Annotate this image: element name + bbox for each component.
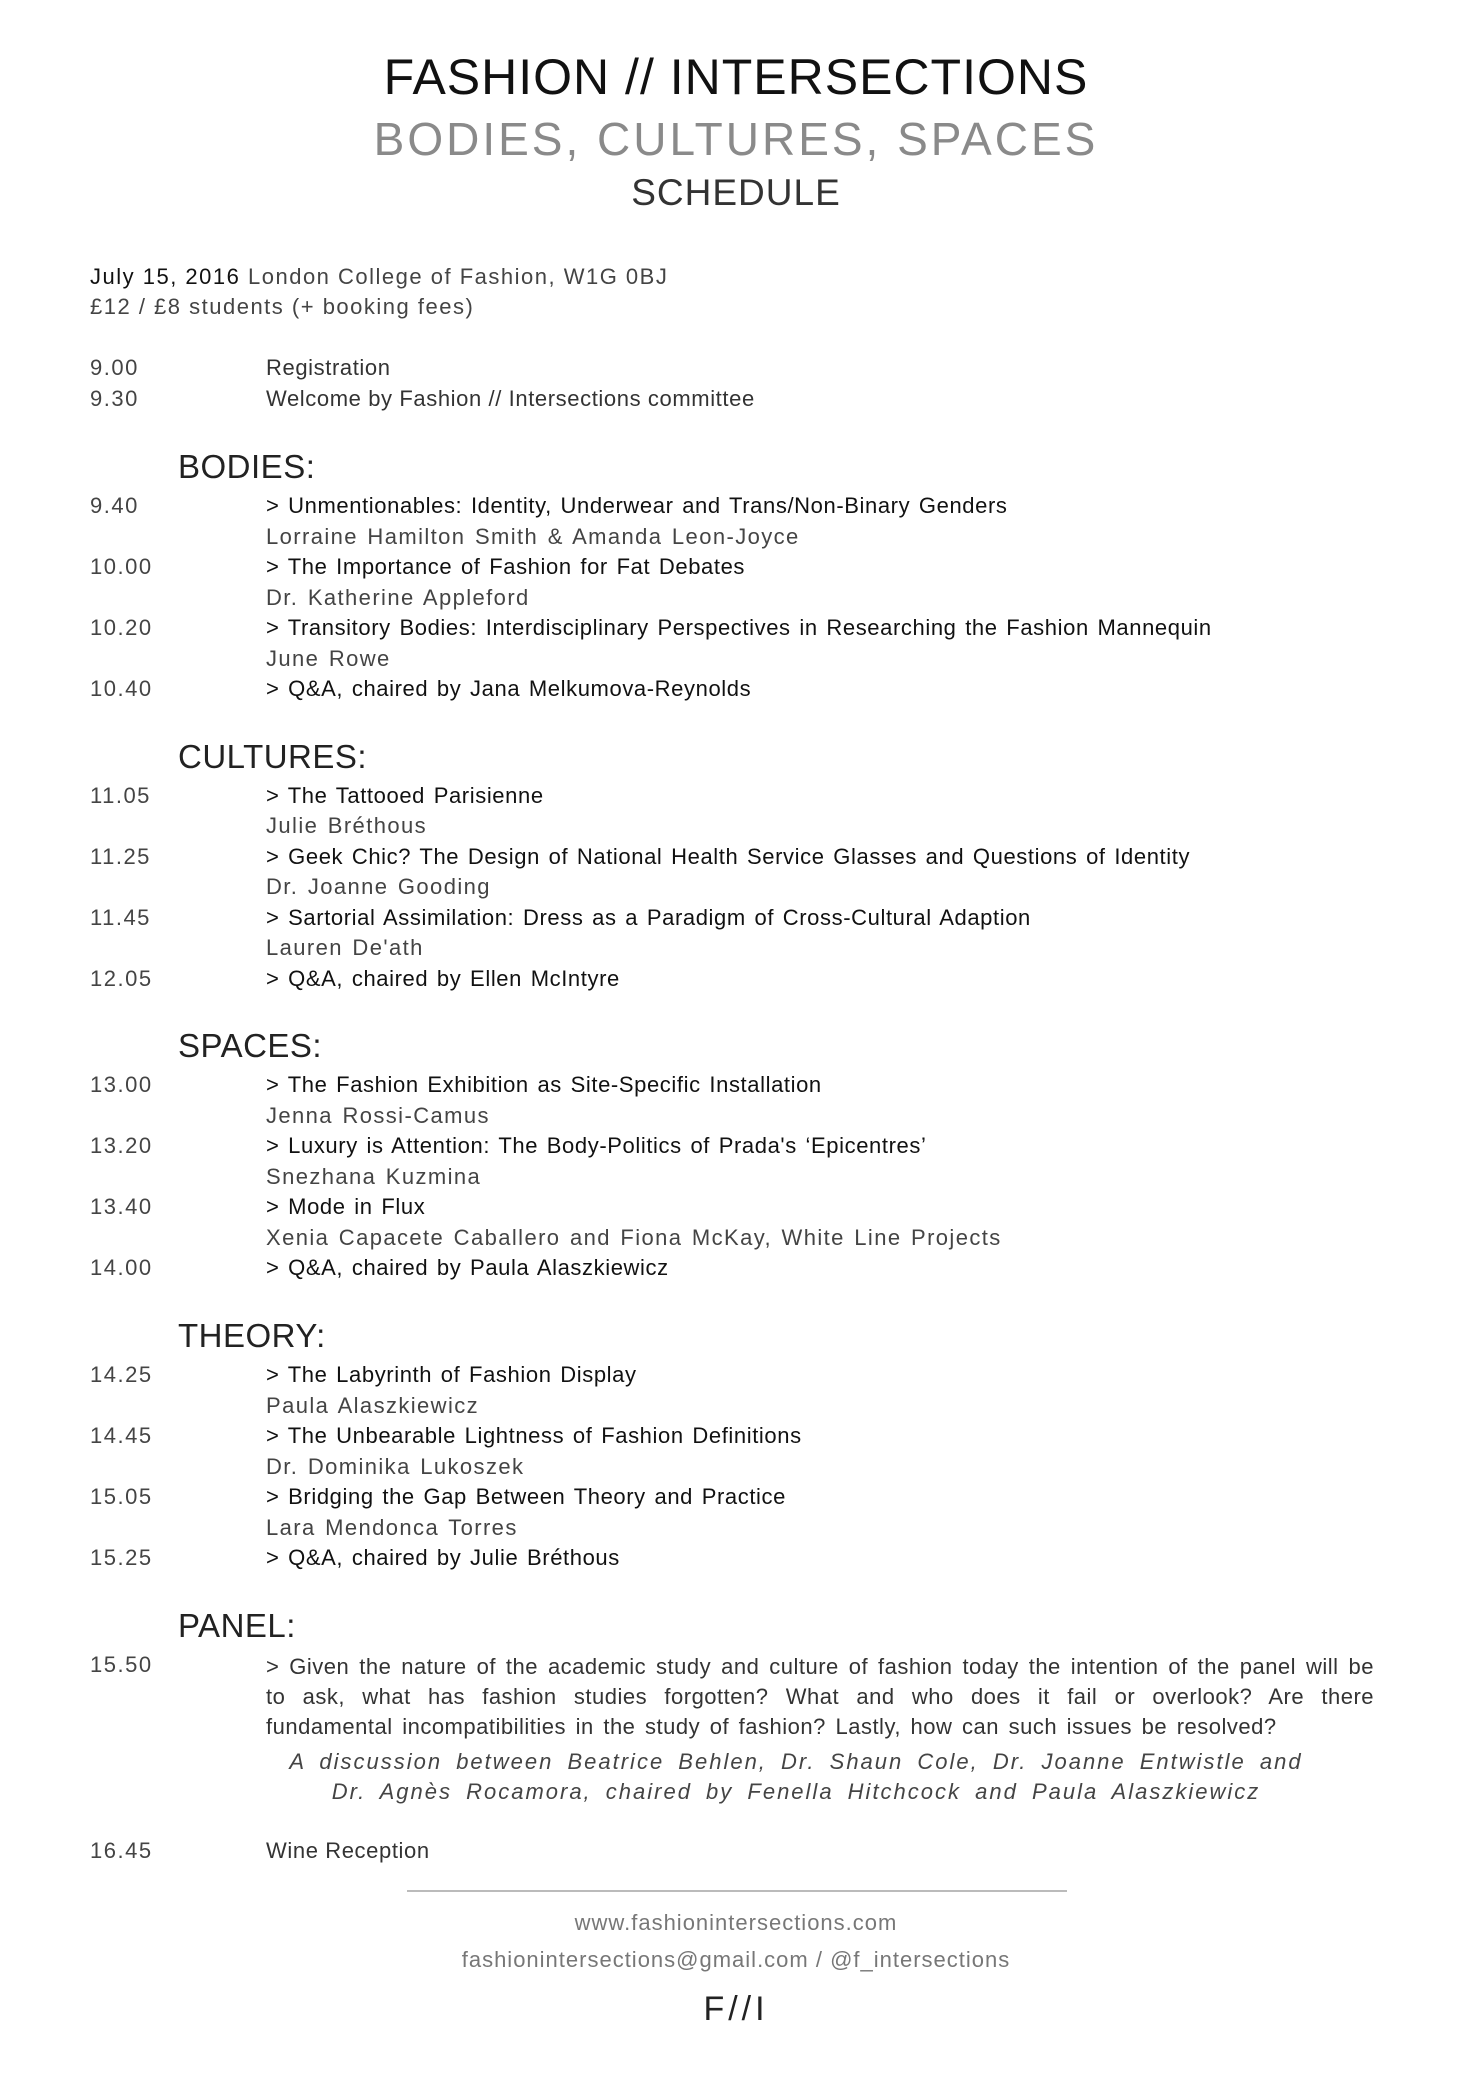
talk-speaker: Julie Bréthous xyxy=(266,813,428,838)
talk-title: > The Fashion Exhibition as Site-Specific Installation xyxy=(266,1072,822,1097)
row-time: 13.00 xyxy=(90,1072,153,1097)
talk-speaker: Dr. Katherine Appleford xyxy=(266,585,530,610)
section-heading-cultures: CULTURES: xyxy=(178,738,368,775)
panel-description: > Given the nature of the academic study and culture of fashion today the intention of the panel will be to ask, what has fashion studies forgotten? What and who does it fail or overlook? Are there fundamental incompatibilities in the study of fashion? Lastly, how can such issues be resolved? xyxy=(266,1654,1374,1739)
talk-title: > Unmentionables: Identity, Underwear and Trans/Non-Binary Genders xyxy=(266,493,1008,518)
talk-speaker: Paula Alaszkiewicz xyxy=(266,1393,480,1418)
talk-title: > Bridging the Gap Between Theory and Practice xyxy=(266,1484,786,1509)
row-text: Registration xyxy=(266,355,391,380)
footer-divider xyxy=(407,1890,1067,1892)
row-time: 9.00 xyxy=(90,355,139,380)
talk-title: > The Labyrinth of Fashion Display xyxy=(266,1362,637,1387)
row-time: 10.40 xyxy=(90,676,153,701)
event-info xyxy=(90,262,668,322)
row-time: 13.40 xyxy=(90,1194,153,1219)
page-subtitle: BODIES, CULTURES, SPACES xyxy=(373,113,1099,165)
row-time: 16.45 xyxy=(90,1838,153,1863)
row-time: 9.40 xyxy=(90,493,139,518)
talk-title: > Geek Chic? The Design of National Health Service Glasses and Questions of Identity xyxy=(266,844,1191,869)
talk-title: > Q&A, chaired by Ellen McIntyre xyxy=(266,966,620,991)
talk-title: > Q&A, chaired by Julie Bréthous xyxy=(266,1545,620,1570)
talk-speaker: Snezhana Kuzmina xyxy=(266,1164,482,1189)
schedule-heading: SCHEDULE xyxy=(631,172,841,213)
event-venue: London College of Fashion, W1G 0BJ xyxy=(248,264,669,289)
row-time: 15.05 xyxy=(90,1484,153,1509)
panel-discussion: A discussion between Beatrice Behlen, Dr. Shaun Cole, Dr. Joanne Entwistle and Dr. Agnès Rocamora, chaired by Fenella Hitchcock and Paula Alaszkiewicz xyxy=(289,1749,1303,1804)
talk-speaker: Lara Mendonca Torres xyxy=(266,1515,518,1540)
talk-title: > The Importance of Fashion for Fat Debates xyxy=(266,554,746,579)
row-time: 15.50 xyxy=(90,1652,153,1677)
section-heading-panel: PANEL: xyxy=(178,1607,296,1644)
row-text: Welcome by Fashion // Intersections committee xyxy=(266,386,755,411)
talk-speaker: Jenna Rossi-Camus xyxy=(266,1103,490,1128)
talk-title: > Q&A, chaired by Paula Alaszkiewicz xyxy=(266,1255,669,1280)
row-time: 11.05 xyxy=(90,783,151,808)
row-time: 12.05 xyxy=(90,966,153,991)
row-time: 14.25 xyxy=(90,1362,153,1387)
talk-title: > Transitory Bodies: Interdisciplinary Perspectives in Researching the Fashion Mannequin xyxy=(266,615,1212,640)
talk-title: > Luxury is Attention: The Body-Politics of Prada's ‘Epicentres’ xyxy=(266,1133,927,1158)
section-heading-spaces: SPACES: xyxy=(178,1027,323,1064)
footer-website[interactable]: www.fashionintersections.com xyxy=(574,1910,898,1935)
talk-speaker: June Rowe xyxy=(266,646,391,671)
talk-speaker: Lorraine Hamilton Smith & Amanda Leon-Joyce xyxy=(266,524,800,549)
section-heading-bodies: BODIES: xyxy=(178,448,316,485)
row-text: Wine Reception xyxy=(266,1838,430,1863)
row-time: 13.20 xyxy=(90,1133,153,1158)
row-time: 11.45 xyxy=(90,905,151,930)
talk-title: > The Tattooed Parisienne xyxy=(266,783,544,808)
section-heading-theory: THEORY: xyxy=(178,1317,326,1354)
talk-title: > Q&A, chaired by Jana Melkumova-Reynolds xyxy=(266,676,752,701)
row-time: 15.25 xyxy=(90,1545,153,1570)
talk-speaker: Lauren De'ath xyxy=(266,935,424,960)
talk-title: > Mode in Flux xyxy=(266,1194,426,1219)
event-date: July 15, 2016 xyxy=(90,264,241,289)
row-time: 9.30 xyxy=(90,386,139,411)
talk-speaker: Dr. Joanne Gooding xyxy=(266,874,491,899)
talk-speaker: Xenia Capacete Caballero and Fiona McKay, White Line Projects xyxy=(266,1225,1002,1250)
page-title: FASHION // INTERSECTIONS xyxy=(383,49,1089,105)
row-time: 14.45 xyxy=(90,1423,153,1448)
footer-contact[interactable]: fashionintersections@gmail.com / @f_intersections xyxy=(461,1947,1011,1972)
talk-title: > Sartorial Assimilation: Dress as a Paradigm of Cross-Cultural Adaption xyxy=(266,905,1031,930)
row-time: 14.00 xyxy=(90,1255,153,1280)
talk-title: > The Unbearable Lightness of Fashion Definitions xyxy=(266,1423,802,1448)
row-time: 10.20 xyxy=(90,615,153,640)
fi-logo: F//I xyxy=(703,1990,769,2028)
talk-speaker: Dr. Dominika Lukoszek xyxy=(266,1454,525,1479)
event-price: £12 / £8 students (+ booking fees) xyxy=(90,294,475,319)
row-time: 11.25 xyxy=(90,844,151,869)
row-time: 10.00 xyxy=(90,554,153,579)
